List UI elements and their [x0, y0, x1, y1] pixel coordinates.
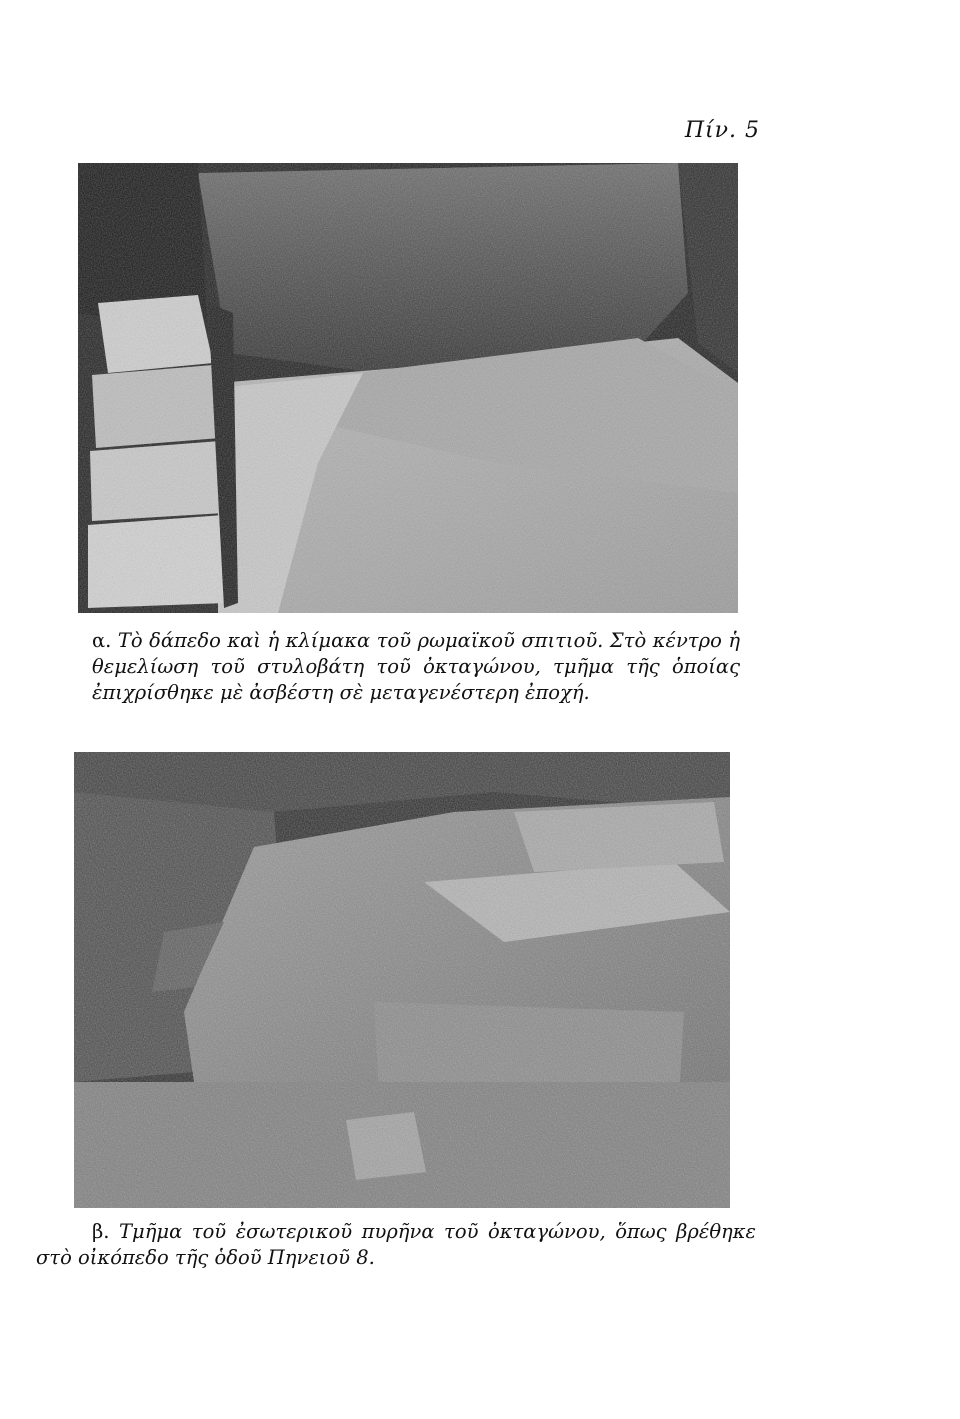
caption-text-a: Τὸ δάπεδο καὶ ἡ κλίμακα τοῦ ρωμαϊκοῦ σπιτιοῦ. Στὸ κέντρο ἡ θεμελίωση τοῦ στυλοβάτη τοῦ ὀκταγώνου, τμῆμα τῆς ὁποίας ἐπιχρίσθηκε μὲ ἀσβέστη σὲ μεταγενέστερη ἐποχή. [92, 629, 740, 704]
photo-octagon-inner-core [74, 752, 730, 1208]
figure-label-b: β. [92, 1220, 110, 1243]
caption-text-b: Τμῆμα τοῦ ἐσωτερικοῦ πυρῆνα τοῦ ὀκταγώνου, ὅπως βρέθηκε στὸ οἰκόπεδο τῆς ὁδοῦ Πηνειοῦ 8. [36, 1220, 756, 1269]
caption-figure-a [92, 628, 740, 706]
plate-number: Πίν. 5 [684, 118, 760, 143]
caption-figure-b [36, 1219, 756, 1271]
figure-label-a: α. [92, 629, 112, 652]
photo-excavation-floor-and-stairs [78, 163, 738, 613]
